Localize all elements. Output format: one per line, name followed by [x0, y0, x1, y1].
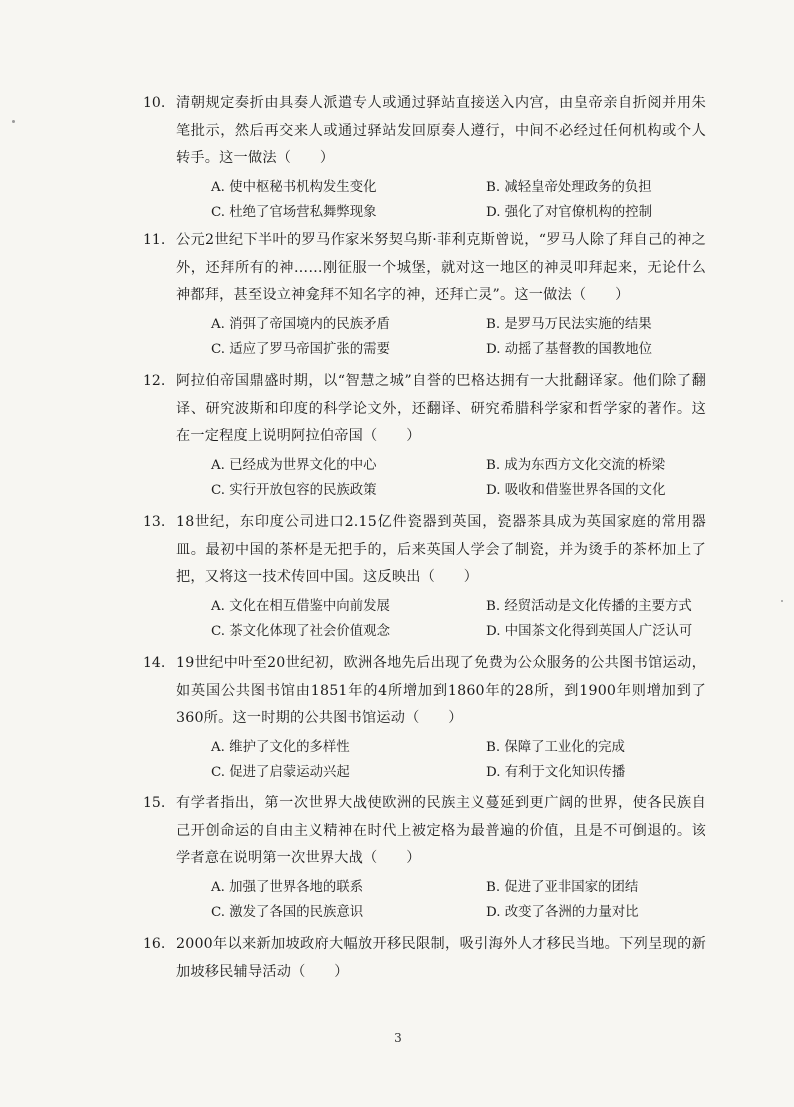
question-number: 15. — [143, 795, 166, 811]
option-b: B. 成为东西方文化交流的桥梁 — [486, 457, 666, 473]
question-14 — [143, 650, 706, 785]
question-15 — [143, 790, 706, 925]
question-number: 12. — [143, 373, 166, 389]
option-d: D. 改变了各洲的力量对比 — [486, 904, 639, 920]
option-b: B. 减轻皇帝处理政务的负担 — [486, 179, 652, 195]
option-b: B. 促进了亚非国家的团结 — [486, 879, 639, 895]
scan-speck — [781, 600, 783, 602]
question-stem: 有学者指出，第一次世界大战使欧洲的民族主义蔓延到更广阔的世界，使各民族自己开创命运的自由主义精神在时代上被定格为最普遍的价值，且是不可倒退的。该学者意在说明第一次世界大战（ ） — [176, 795, 706, 866]
options — [176, 175, 706, 225]
question-number: 11. — [143, 232, 166, 248]
option-c: C. 杜绝了官场营私舞弊现象 — [211, 204, 377, 220]
option-d: D. 动摇了基督教的国教地位 — [486, 341, 653, 357]
option-a: A. 消弭了帝国境内的民族矛盾 — [211, 316, 390, 332]
option-a: A. 已经成为世界文化的中心 — [211, 457, 377, 473]
question-stem: 阿拉伯帝国鼎盛时期，以“智慧之城”自誉的巴格达拥有一大批翻译家。他们除了翻译、研究波斯和印度的科学论文外，还翻译、研究希腊科学家和哲学家的著作。这在一定程度上说明阿拉伯帝国（ ） — [176, 373, 706, 444]
question-number: 16. — [143, 936, 166, 952]
question-10 — [143, 90, 706, 225]
question-13 — [143, 509, 706, 644]
question-stem: 公元2世纪下半叶的罗马作家米努契乌斯·菲利克斯曾说，“罗马人除了拜自己的神之外，还拜所有的神……刚征服一个城堡，就对这一地区的神灵叩拜起来，无论什么神都拜，甚至设立神龛拜不知名字的神，还拜亡灵”。这一做法（ ） — [176, 232, 706, 303]
option-c: C. 茶文化体现了社会价值观念 — [211, 623, 390, 639]
question-number: 10. — [143, 95, 166, 111]
question-stem: 18世纪，东印度公司进口2.15亿件瓷器到英国，瓷器茶具成为英国家庭的常用器皿。最初中国的茶杯是无把手的，后来英国人学会了制瓷，并为烫手的茶杯加上了把，又将这一技术传回中国。这反映出（ ） — [176, 514, 706, 585]
options — [176, 875, 706, 925]
options — [176, 735, 706, 785]
question-stem: 2000年以来新加坡政府大幅放开移民限制，吸引海外人才移民当地。下列呈现的新加坡移民辅导活动（ ） — [176, 936, 706, 980]
options — [176, 594, 706, 644]
option-c: C. 适应了罗马帝国扩张的需要 — [211, 341, 390, 357]
option-a: A. 文化在相互借鉴中向前发展 — [211, 598, 390, 614]
option-d: D. 强化了对官僚机构的控制 — [486, 204, 653, 220]
question-number: 13. — [143, 514, 166, 530]
page-number: 3 — [394, 1031, 402, 1045]
options — [176, 312, 706, 362]
option-b: B. 是罗马万民法实施的结果 — [486, 316, 652, 332]
option-b: B. 经贸活动是文化传播的主要方式 — [486, 598, 692, 614]
option-b: B. 保障了工业化的完成 — [486, 739, 625, 755]
question-16 — [143, 931, 706, 986]
option-c: C. 实行开放包容的民族政策 — [211, 482, 377, 498]
question-11 — [143, 227, 706, 362]
question-stem: 清朝规定奏折由具奏人派遣专人或通过驿站直接送入内宫，由皇帝亲自折阅并用朱笔批示，然后再交来人或通过驿站发回原奏人遵行，中间不必经过任何机构或个人转手。这一做法（ ） — [176, 95, 706, 166]
question-12 — [143, 368, 706, 503]
option-a: A. 加强了世界各地的联系 — [211, 879, 364, 895]
option-a: A. 维护了文化的多样性 — [211, 739, 350, 755]
option-d: D. 有利于文化知识传播 — [486, 764, 626, 780]
options — [176, 453, 706, 503]
option-c: C. 激发了各国的民族意识 — [211, 904, 364, 920]
option-a: A. 使中枢秘书机构发生变化 — [211, 179, 377, 195]
option-d: D. 吸收和借鉴世界各国的文化 — [486, 482, 666, 498]
scan-speck — [12, 120, 15, 123]
question-number: 14. — [143, 655, 166, 671]
option-d: D. 中国茶文化得到英国人广泛认可 — [486, 623, 693, 639]
question-stem: 19世纪中叶至20世纪初，欧洲各地先后出现了免费为公众服务的公共图书馆运动，如英国公共图书馆由1851年的4所增加到1860年的28所，到1900年则增加到了360所。这一时期的公共图书馆运动（ ） — [176, 655, 706, 726]
option-c: C. 促进了启蒙运动兴起 — [211, 764, 350, 780]
